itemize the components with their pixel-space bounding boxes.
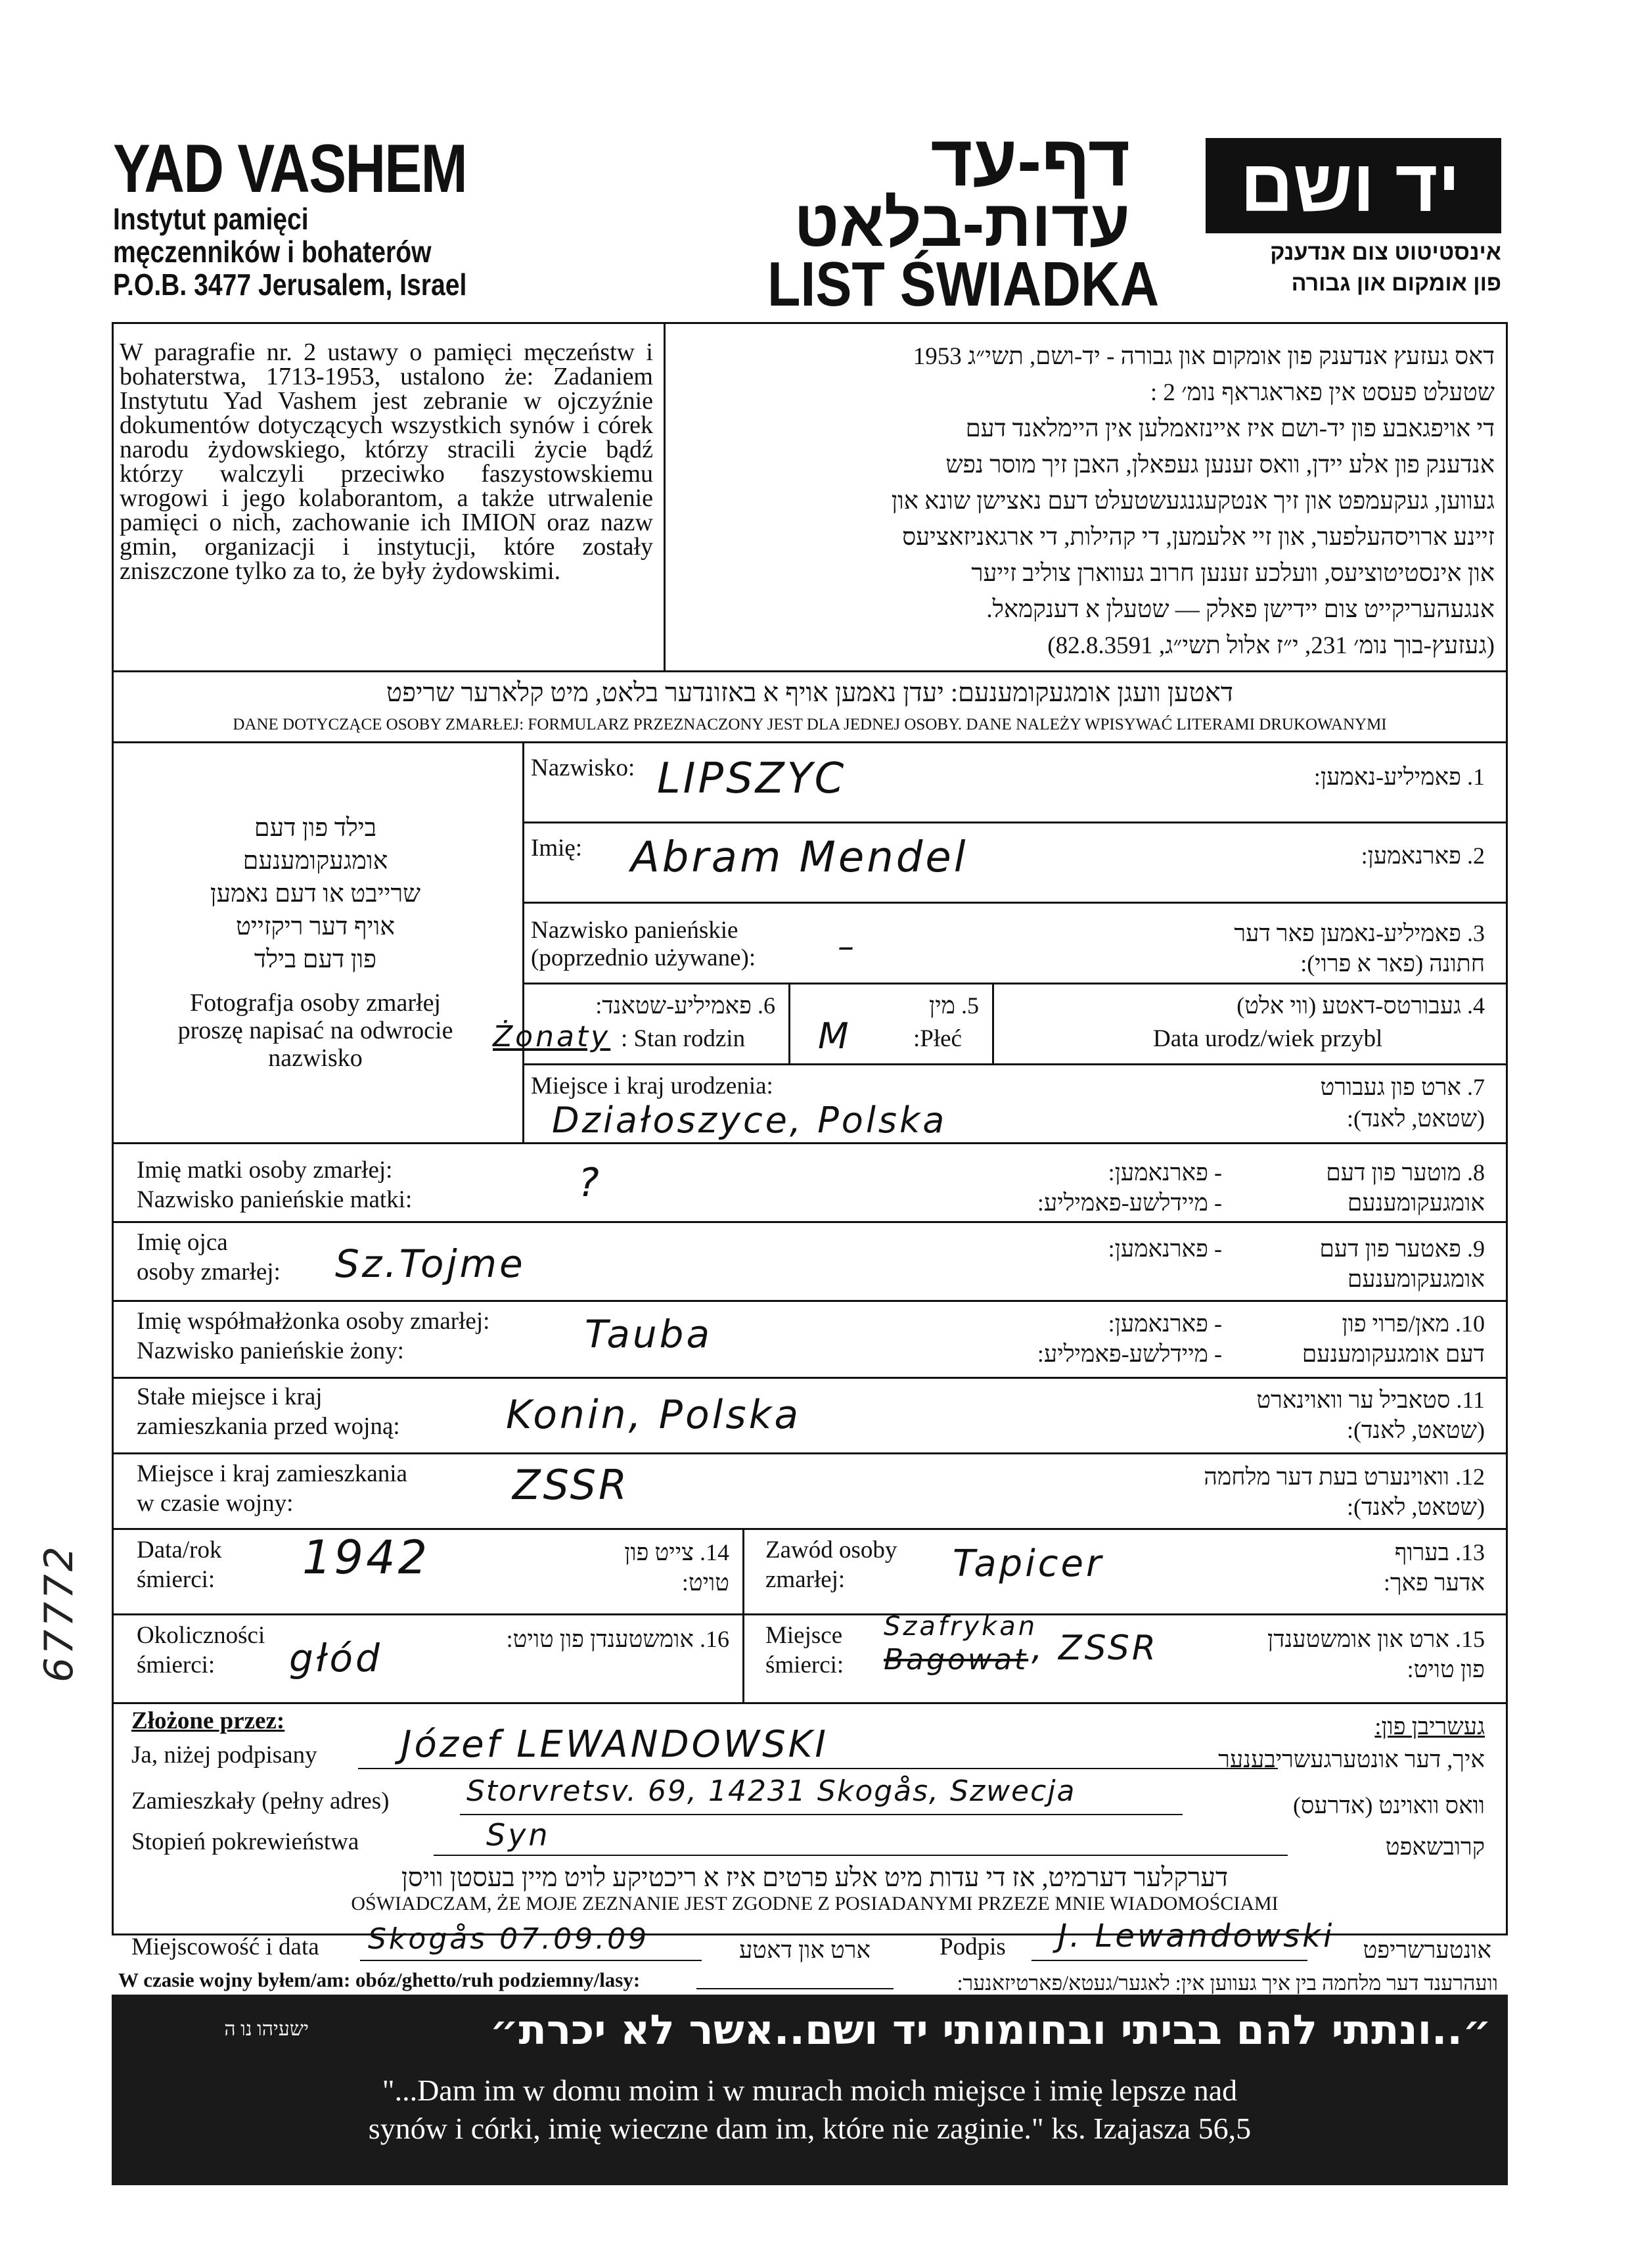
spouse-first-yiddish: - פארנאמען: [1108, 1310, 1222, 1337]
birthplace-label: Miejsce i kraj urodzenia: [531, 1073, 773, 1099]
first-name-label-yiddish: 2. פארנאמען: [1361, 843, 1485, 869]
mother-maiden-label: Nazwisko panieńskie matki: [137, 1186, 413, 1213]
row-rule [112, 1528, 1508, 1530]
relation-label-yiddish: קרובשאפט [1385, 1834, 1485, 1860]
logo-subtitle-2: פון אומקום און גבורה [1291, 271, 1501, 296]
intro-yiddish-line: אנגעהעריקייט צום יידישן פאלק — שטעלן א דענקמאל. [986, 596, 1495, 623]
death-place-label: Miejsce [765, 1622, 843, 1649]
intro-yiddish-line: דאס געזעץ אנדענק פון אומקום און גבורה - יד-ושם, תשי״ג 1953 [913, 343, 1495, 370]
birth-date-label-yiddish: 4. געבורטס-דאטע (ווי אלט) [1236, 992, 1485, 1019]
circumstances-value[interactable]: głód [289, 1636, 382, 1680]
spouse-maiden-yiddish: - מיידלשע-פאמיליע: [1037, 1341, 1222, 1367]
photo-yiddish-line: אומגעקומענעם [242, 847, 388, 875]
place-date-label: Miejscowość i data [131, 1933, 319, 1960]
org-address: P.O.B. 3477 Jerusalem, Israel [113, 267, 467, 302]
first-name-value[interactable]: Abram Mendel [631, 833, 968, 882]
birthplace-label-yiddish: 7. ארט פון געבורט [1320, 1074, 1485, 1100]
place-date-line [360, 1960, 702, 1961]
death-place-label-2: śmierci: [765, 1652, 844, 1678]
row-rule [522, 902, 1508, 904]
residence-label: Stałe miejsce i kraj [137, 1383, 323, 1410]
death-date-label-yiddish-2: טויט: [681, 1569, 729, 1596]
intro-yiddish-line: געווען, געקעמפט און זיך אנטקעגנגעשטעלט דעם נאצישן שונא און [891, 488, 1495, 515]
yad-vashem-logo [1206, 138, 1501, 233]
address-label: Zamieszkały (pełny adres) [131, 1788, 390, 1815]
org-subtitle-2: męczenników i bohaterów [113, 235, 432, 269]
circumstances-label-2: śmierci: [137, 1652, 215, 1678]
footer-quote-polish-1: "...Dam im w domu moim i w murach moich miejsce i imię lepsze nad [382, 2073, 1238, 2107]
death-date-value[interactable]: 1942 [302, 1531, 430, 1585]
photo-instructions-yiddish [131, 812, 499, 976]
form-title-polish: LIST ŚWIADKA [767, 249, 1160, 319]
father-value[interactable]: Sz.Tojme [335, 1241, 526, 1286]
profession-label-yiddish: 13. בערוף [1394, 1539, 1485, 1565]
family-status-label-yiddish: 6. פאמיליע-שטאנד: [595, 992, 775, 1019]
photo-yiddish-line: שרייבט או דעם נאמען [210, 880, 421, 908]
signer-label-yiddish: איך, דער אונטערגעשריבענער [1218, 1746, 1485, 1772]
father-name-label-2: osoby zmarłej: [137, 1259, 281, 1285]
wartime-label-yiddish-2: (שטאט, לאנד): [1346, 1494, 1485, 1520]
row-rule [112, 1702, 1508, 1704]
maiden-name-label-yiddish: 3. פאמיליע-נאמען פאר דער [1234, 920, 1485, 946]
residence-value[interactable]: Konin, Polska [506, 1392, 802, 1438]
death-date-label: Data/rok [137, 1537, 222, 1563]
profession-label-yiddish-2: אדער פאך: [1383, 1569, 1485, 1596]
sex-label-yiddish: 5. מין [929, 992, 979, 1019]
spouse-maiden-label: Nazwisko panieńskie żony: [137, 1337, 404, 1364]
signature-label-yiddish: אונטערשריפט [1363, 1937, 1491, 1963]
archive-number: 67772 [36, 1544, 82, 1682]
wartime-label-yiddish: 12. וואוינערט בעת דער מלחמה [1204, 1464, 1485, 1490]
family-status-label: : Stan rodzin [621, 1025, 746, 1052]
first-name-label: Imię: [531, 835, 583, 862]
birthplace-value[interactable]: Działoszyce, Polska [552, 1099, 947, 1141]
death-place-value-correction[interactable]: Szafrykan [884, 1611, 1038, 1642]
declaration-yiddish: דערקלער דערמיט, אז די עדות מיט אלע פרטים איז א ריכטיקע לויט מיין בעסטן וויסן [401, 1863, 1229, 1892]
form-title-hebrew: דף-עד [930, 120, 1130, 201]
photo-yiddish-line: אויף דער ריקזייט [235, 913, 396, 940]
birthplace-label-yiddish-2: (שטאט, לאנד): [1346, 1105, 1485, 1132]
spouse-label-yiddish-2: דעם אומגעקומענעם [1302, 1341, 1485, 1367]
intro-yiddish-line: און אינסטיטוציעס, וועלכע זענען חרוב געווארן צוליב זייער [971, 560, 1495, 587]
mother-label-yiddish: 8. מוטער פון דעם [1326, 1159, 1485, 1186]
logo-text: יד ושם [1240, 145, 1461, 227]
notice-bottom-rule [112, 741, 1508, 743]
spouse-name-label: Imię współmałżonka osoby zmarłej: [137, 1308, 490, 1335]
sex-label: :Płeć [913, 1025, 962, 1052]
intro-polish: W paragrafie nr. 2 ustawy o pamięci męczeństw i bohaterstwa, 1713-1953, ustalono że: Zadaniem Instytutu Yad Vashem jest zebranie w ojczyźnie dokumentów dotyczących wszystkich synów i córek narodu żydowskiego, którzy stracili życie bądź którzy walczyli przeciwko faszystowskiemu wrogowi i jego kolaborantom, a także utrwalenie pamięci o nich, zachowanie ich IMION oraz nazw gmin, organizacji i instytucji, które zostały zniszczone tylko za to, że były żydowskimi. [120, 338, 653, 585]
notice-yiddish: דאטען וועגן אומגעקומענעם: יעדן נאמען אויף א באזונדער בלאט, מיט קלארער שריפט [386, 678, 1234, 707]
profession-label-2: zmarłej: [765, 1566, 846, 1593]
row-rule [522, 983, 1508, 984]
wartime-residence-label-2: w czasie wojny: [137, 1490, 294, 1517]
signature-line [1031, 1960, 1307, 1961]
mother-first-yiddish: - פארנאמען: [1108, 1159, 1222, 1186]
father-name-label: Imię ojca [137, 1229, 228, 1256]
death-place-value[interactable]: , ZSSR [1031, 1629, 1158, 1668]
place-date-label-yiddish: ארט און דאטע [738, 1937, 871, 1963]
mother-maiden-yiddish: - מיידלשע-פאמיליע: [1037, 1190, 1222, 1216]
intro-yiddish-line: שטעלט פעסט אין פאראגראף נומ׳ 2 : [1150, 379, 1495, 406]
death-place-value-struck[interactable]: Bagowat [884, 1643, 1029, 1677]
place-date-value[interactable]: Skogås 07.09.09 [368, 1922, 650, 1956]
relation-line [434, 1855, 1288, 1856]
footer-quote-hebrew: ״..ונתתי להם בביתי ובחומותי יד ושם..אשר לא יכרת״ [489, 2006, 1491, 2054]
spouse-label-yiddish: 10. מאן/פרוי פון [1342, 1310, 1485, 1337]
intro-yiddish-line: זיינע ארויסהעלפער, און זיי אלעמען, די קהילות, די ארגאניזאציעס [902, 524, 1495, 551]
surname-label-yiddish: 1. פאמיליע-נאמען: [1313, 764, 1485, 790]
maiden-name-label-yiddish-2: חתונה (פאר א פרוי): [1300, 950, 1485, 977]
circumstances-label: Okoliczności [137, 1622, 265, 1649]
org-subtitle-1: Instytut pamięci [113, 202, 309, 236]
signature-value[interactable]: J. Lewandowski [1058, 1918, 1335, 1955]
intro-yiddish-line: די אויפגאבע פון יד-ושם איז איינזאמלען אין היימלאנד דעם [965, 415, 1495, 442]
father-label-yiddish-2: אומגעקומענעם [1347, 1266, 1485, 1292]
row-rule [522, 822, 1508, 823]
submitted-by-label: Złożone przez: [131, 1707, 285, 1734]
photo-yiddish-line: בילד פון דעם [254, 814, 377, 842]
surname-label: Nazwisko: [531, 754, 635, 781]
mother-name-label: Imię matki osoby zmarłej: [137, 1157, 393, 1184]
row-rule [112, 1452, 1508, 1454]
wartime-status-line [696, 1988, 894, 1989]
address-line [460, 1814, 1183, 1815]
profession-value[interactable]: Tapicer [953, 1542, 1104, 1585]
row-rule [112, 1377, 1508, 1379]
org-name: YAD VASHEM [113, 131, 467, 207]
maiden-name-label: Nazwisko panieńskie [531, 917, 738, 944]
circumstances-label-yiddish: 16. אומשטענדן פון טויט: [506, 1626, 729, 1652]
footer-quote-reference: ישעיהו נו ה [224, 2018, 309, 2040]
relation-label: Stopień pokrewieństwa [131, 1828, 359, 1855]
death-place-label-yiddish: 15. ארט און אומשטענדן [1267, 1626, 1485, 1652]
footer-quote-polish-2: synów i córki, imię wieczne dam im, które nie zaginie." ks. Izajasza 56,5 [368, 2112, 1252, 2145]
wartime-residence-label: Miejsce i kraj zamieszkania [137, 1460, 407, 1487]
father-first-yiddish: - פארנאמען: [1108, 1236, 1222, 1262]
mother-value[interactable]: ? [578, 1160, 602, 1206]
surname-value[interactable]: LIPSZYC [657, 754, 847, 803]
residence-label-yiddish: 11. סטאביל ער וואוינארט [1256, 1387, 1485, 1413]
death-date-label-2: śmierci: [137, 1566, 215, 1593]
intro-yiddish-line: אנדענק פון אלע יידן, וואס זענען געפאלן, האבן זיך מוסר נפש [945, 451, 1495, 478]
address-label-yiddish: וואס וואוינט (אדרעס) [1292, 1792, 1485, 1818]
photo-divider [522, 741, 524, 1142]
father-label-yiddish: 9. פאטער פון דעם [1319, 1236, 1485, 1262]
row-rule [112, 1613, 1508, 1615]
wartime-value[interactable]: ZSSR [512, 1461, 630, 1509]
relation-value[interactable]: Syn [486, 1817, 551, 1853]
sex-value[interactable]: M [818, 1015, 851, 1057]
row-rule [522, 1063, 1508, 1065]
declaration-polish: OŚWIADCZAM, ŻE MOJE ZEZNANIE JEST ZGODNE Z POSIADANYMI PRZEZE MNIE WIADOMOŚCIAMI [351, 1893, 1279, 1914]
sex-divider-left [788, 983, 790, 1063]
photo-yiddish-line: פון דעם בילד [254, 946, 377, 973]
intro-yiddish-line: (געזעץ-בוך נומ׳ 231, י״ז אלול תשי״ג, 82.8.3591) [1047, 632, 1495, 659]
wartime-status-label-yiddish: וועהרענד דער מלחמה בין איך געווען אין: לאגער/געטא/פארטיזאנער: [957, 1971, 1498, 1995]
address-value[interactable]: Storvretsv. 69, 14231 Skogås, Szwecja [466, 1774, 1076, 1808]
death-date-label-yiddish: 14. צייט פון [624, 1539, 729, 1565]
row-rule [112, 1300, 1508, 1302]
residence-label-yiddish-2: (שטאט, לאנד): [1346, 1417, 1485, 1443]
notice-polish: DANE DOTYCZĄCE OSOBY ZMARŁEJ: FORMULARZ PRZEZNACZONY JEST DLA JEDNEJ OSOBY. DANE NALEŻY WPISYWAĆ LITERAMI DRUKOWANYMI [233, 716, 1387, 733]
submitted-by-label-yiddish: געשריבן פון: [1374, 1713, 1485, 1740]
logo-subtitle-1: אינסטיטוט צום אנדענק [1270, 240, 1501, 265]
death-place-label-yiddish-2: פון טויט: [1407, 1656, 1485, 1682]
intro-divider [664, 322, 666, 670]
signer-name-value[interactable]: Józef LEWANDOWSKI [401, 1723, 828, 1766]
wartime-status-label: W czasie wojny byłem/am: obóz/ghetto/ruh podziemny/lasy: [118, 1968, 641, 1991]
footer-quote-band [112, 1995, 1508, 2185]
family-status-value[interactable]: Żonaty [493, 1020, 611, 1053]
form-title-yiddish: עדות-בלאט [794, 187, 1130, 260]
signature-label: Podpis [940, 1933, 1006, 1960]
row-rule [112, 1221, 1508, 1223]
spouse-value[interactable]: Tauba [585, 1312, 712, 1356]
maiden-name-value[interactable]: – [838, 927, 857, 965]
mother-label-yiddish-2: אומגעקומענעם [1347, 1190, 1485, 1216]
residence-label-2: zamieszkania przed wojną: [137, 1413, 400, 1440]
signer-label: Ja, niżej podpisany [131, 1742, 317, 1769]
birth-date-label: Data urodz/wiek przybl [1153, 1025, 1383, 1052]
photo-instructions-polish: Fotografja osoby zmarłej proszę napisać na odwrocie nazwisko [177, 989, 453, 1072]
intro-bottom-rule [112, 670, 1508, 672]
sex-divider-right [992, 983, 994, 1063]
profession-label: Zawód osoby [765, 1537, 897, 1563]
intro-yiddish [677, 338, 1495, 664]
maiden-name-label-2: (poprzednio używane): [531, 944, 756, 971]
